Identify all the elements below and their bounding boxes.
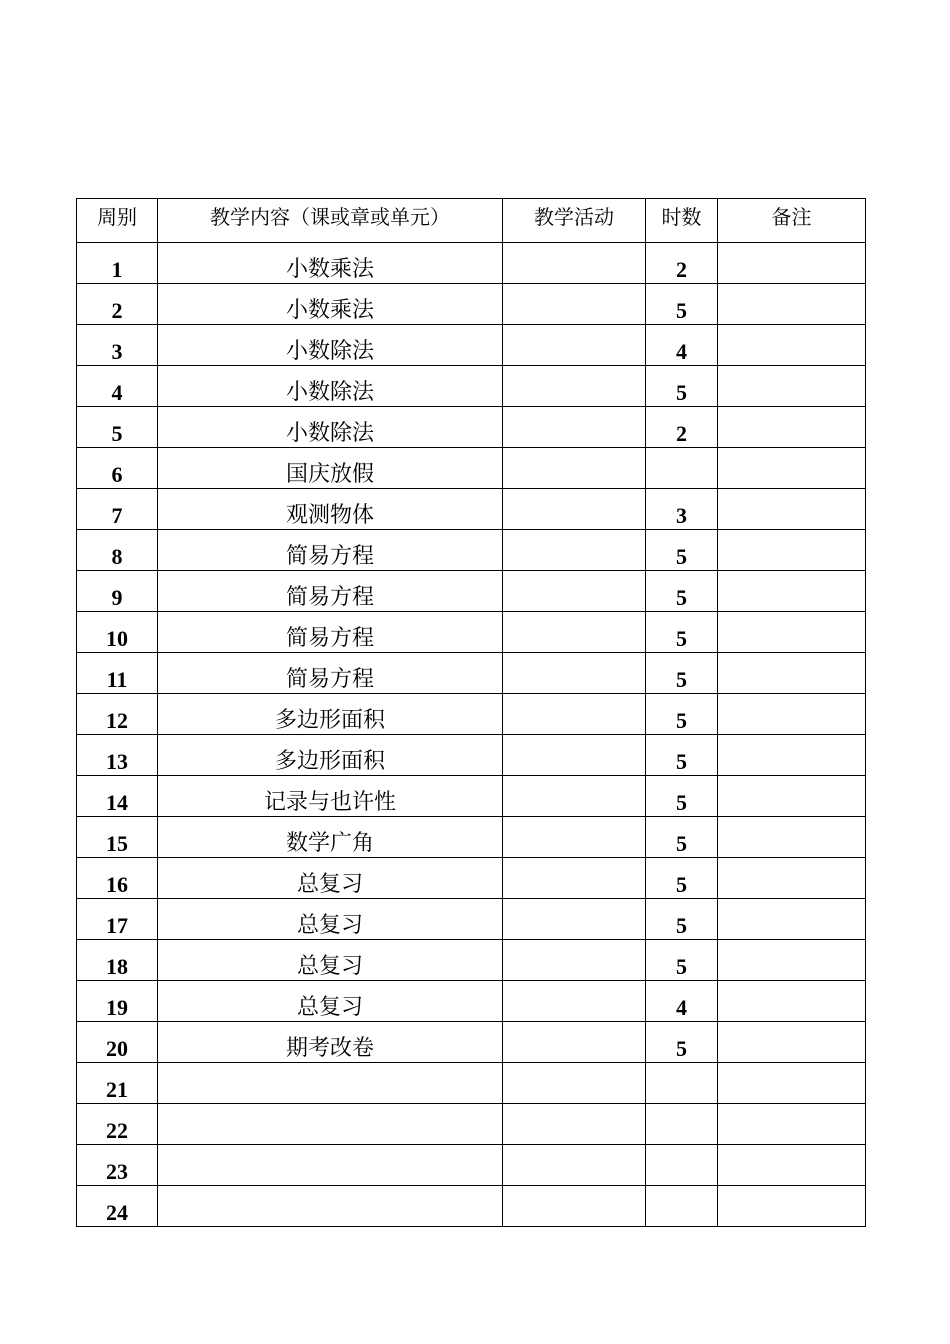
note-cell [718,1145,866,1186]
table-header-row [77,199,866,243]
hours-cell [646,448,718,489]
note-cell [718,1186,866,1227]
note-cell [718,776,866,817]
table-row [77,325,866,366]
week-cell: 14 [77,776,158,817]
content-cell: 观测物体 [158,489,503,530]
table-row [77,776,866,817]
activity-cell [503,940,646,981]
note-cell [718,1063,866,1104]
activity-cell [503,1104,646,1145]
table-row [77,1104,866,1145]
table-row [77,817,866,858]
hours-cell [646,1186,718,1227]
week-cell: 4 [77,366,158,407]
note-cell [718,284,866,325]
activity-cell [503,612,646,653]
content-cell: 简易方程 [158,530,503,571]
note-cell [718,858,866,899]
hours-cell: 5 [646,366,718,407]
week-cell: 19 [77,981,158,1022]
hours-cell: 5 [646,940,718,981]
activity-cell [503,858,646,899]
activity-cell [503,284,646,325]
note-cell [718,981,866,1022]
week-cell: 8 [77,530,158,571]
hours-cell: 5 [646,530,718,571]
activity-cell [503,735,646,776]
content-cell: 小数除法 [158,325,503,366]
week-cell: 11 [77,653,158,694]
table-row [77,735,866,776]
note-cell [718,694,866,735]
table-row [77,448,866,489]
week-cell: 24 [77,1186,158,1227]
content-cell: 国庆放假 [158,448,503,489]
content-cell: 期考改卷 [158,1022,503,1063]
table-row [77,899,866,940]
content-cell: 总复习 [158,858,503,899]
content-cell: 多边形面积 [158,694,503,735]
activity-cell [503,448,646,489]
table-row [77,407,866,448]
week-cell: 22 [77,1104,158,1145]
note-cell [718,940,866,981]
hours-cell: 3 [646,489,718,530]
activity-cell [503,325,646,366]
activity-cell [503,981,646,1022]
activity-cell [503,571,646,612]
week-cell: 3 [77,325,158,366]
hours-cell: 5 [646,284,718,325]
table-row [77,366,866,407]
header-hours: 时数 [646,199,718,243]
note-cell [718,1022,866,1063]
table-row [77,612,866,653]
week-cell: 2 [77,284,158,325]
week-cell: 18 [77,940,158,981]
content-cell: 小数乘法 [158,284,503,325]
note-cell [718,653,866,694]
hours-cell [646,1104,718,1145]
hours-cell: 5 [646,571,718,612]
week-cell: 5 [77,407,158,448]
content-cell: 总复习 [158,981,503,1022]
note-cell [718,325,866,366]
note-cell [718,899,866,940]
table-row [77,284,866,325]
note-cell [718,489,866,530]
hours-cell: 5 [646,653,718,694]
content-cell: 记录与也许性 [158,776,503,817]
header-activity: 教学活动 [503,199,646,243]
week-cell: 9 [77,571,158,612]
header-week: 周别 [77,199,158,243]
note-cell [718,817,866,858]
content-cell: 小数除法 [158,366,503,407]
table-row [77,571,866,612]
content-cell: 简易方程 [158,653,503,694]
teaching-schedule-table [76,198,866,1227]
table-body [77,243,866,1227]
content-cell [158,1186,503,1227]
activity-cell [503,530,646,571]
hours-cell [646,1145,718,1186]
activity-cell [503,407,646,448]
note-cell [718,1104,866,1145]
table-row [77,1186,866,1227]
content-cell: 简易方程 [158,612,503,653]
week-cell: 17 [77,899,158,940]
week-cell: 12 [77,694,158,735]
note-cell [718,612,866,653]
note-cell [718,530,866,571]
week-cell: 6 [77,448,158,489]
content-cell [158,1145,503,1186]
table-row [77,489,866,530]
table-row [77,940,866,981]
note-cell [718,243,866,284]
week-cell: 21 [77,1063,158,1104]
activity-cell [503,694,646,735]
header-content: 教学内容（课或章或单元） [158,199,503,243]
content-cell: 简易方程 [158,571,503,612]
hours-cell: 5 [646,776,718,817]
activity-cell [503,366,646,407]
hours-cell: 5 [646,1022,718,1063]
week-cell: 23 [77,1145,158,1186]
content-cell [158,1063,503,1104]
week-cell: 1 [77,243,158,284]
activity-cell [503,899,646,940]
hours-cell: 4 [646,981,718,1022]
activity-cell [503,653,646,694]
activity-cell [503,1186,646,1227]
week-cell: 13 [77,735,158,776]
table-row [77,530,866,571]
activity-cell [503,489,646,530]
table-row [77,1022,866,1063]
hours-cell: 5 [646,858,718,899]
hours-cell: 4 [646,325,718,366]
hours-cell: 5 [646,817,718,858]
week-cell: 16 [77,858,158,899]
table-row [77,243,866,284]
week-cell: 20 [77,1022,158,1063]
week-cell: 7 [77,489,158,530]
week-cell: 15 [77,817,158,858]
content-cell: 数学广角 [158,817,503,858]
header-note: 备注 [718,199,866,243]
activity-cell [503,1022,646,1063]
note-cell [718,571,866,612]
content-cell: 多边形面积 [158,735,503,776]
activity-cell [503,817,646,858]
activity-cell [503,243,646,284]
hours-cell: 5 [646,612,718,653]
note-cell [718,366,866,407]
activity-cell [503,1145,646,1186]
table-row [77,858,866,899]
table-row [77,1063,866,1104]
hours-cell [646,1063,718,1104]
content-cell [158,1104,503,1145]
table-row [77,694,866,735]
week-cell: 10 [77,612,158,653]
table-row [77,981,866,1022]
hours-cell: 5 [646,899,718,940]
note-cell [718,407,866,448]
content-cell: 总复习 [158,899,503,940]
content-cell: 小数除法 [158,407,503,448]
activity-cell [503,1063,646,1104]
hours-cell: 2 [646,407,718,448]
note-cell [718,448,866,489]
table-row [77,1145,866,1186]
hours-cell: 2 [646,243,718,284]
table-row [77,653,866,694]
note-cell [718,735,866,776]
activity-cell [503,776,646,817]
content-cell: 总复习 [158,940,503,981]
hours-cell: 5 [646,694,718,735]
hours-cell: 5 [646,735,718,776]
content-cell: 小数乘法 [158,243,503,284]
